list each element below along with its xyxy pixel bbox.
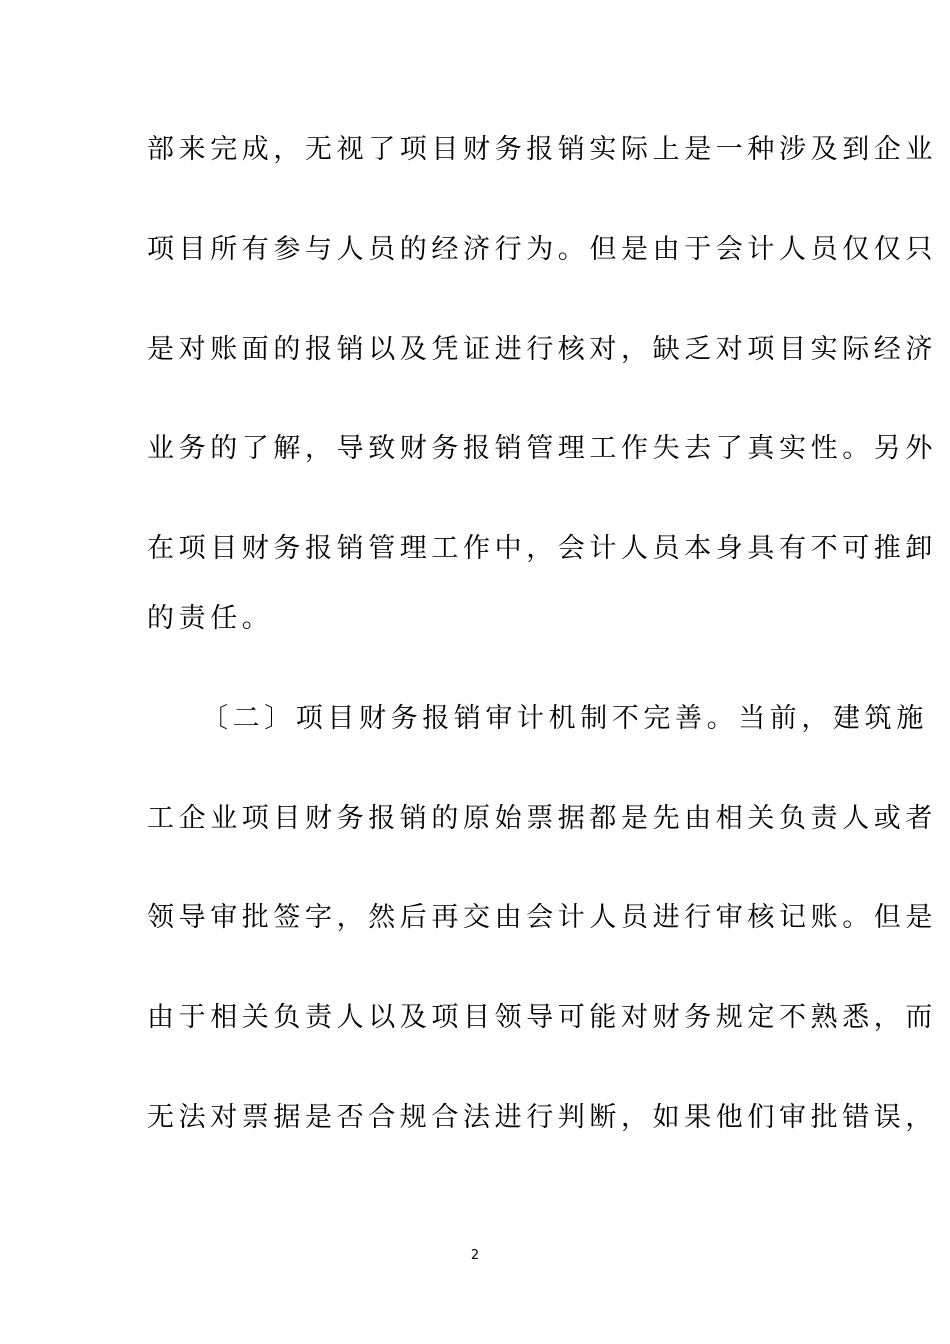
text-line: 是对账面的报销以及凭证进行核对，缺乏对项目实际经济 <box>147 334 937 365</box>
text-line: 工企业项目财务报销的原始票据都是先由相关负责人或者 <box>147 803 937 834</box>
section-heading-line: 〔二〕项目财务报销审计机制不完善。当前，建筑施 <box>201 703 928 734</box>
text-line: 领导审批签字，然后再交由会计人员进行审核记账。但是 <box>147 902 937 933</box>
text-line: 在项目财务报销管理工作中，会计人员本身具有不可推卸 <box>147 533 937 564</box>
text-line: 业务的了解，导致财务报销管理工作失去了真实性。另外 <box>147 433 937 464</box>
text-line: 由于相关负责人以及项目领导可能对财务规定不熟悉，而 <box>147 1002 937 1033</box>
text-line: 部来完成，无视了项目财务报销实际上是一种涉及到企业 <box>147 134 937 165</box>
text-line: 无法对票据是否合规合法进行判断，如果他们审批错误， <box>147 1102 937 1133</box>
text-line: 项目所有参与人员的经济行为。但是由于会计人员仅仅只 <box>147 234 937 265</box>
text-line: 的责任。 <box>147 603 274 634</box>
page-number: 2 <box>470 1248 480 1263</box>
